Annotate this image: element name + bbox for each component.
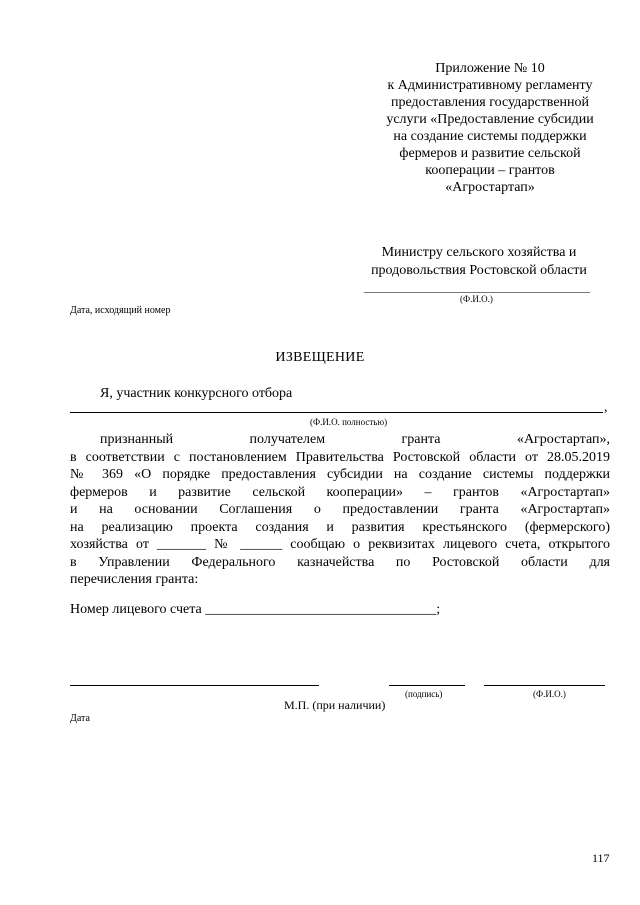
body-line: в Управлении Федерального казначейства по Ростовской области для: [70, 554, 610, 570]
appendix-line: «Агростартап»: [445, 180, 535, 195]
appendix-header: [360, 60, 620, 196]
body-line: перечисления гранта:: [70, 572, 199, 587]
fio-full-line: [70, 412, 603, 413]
body-line: в соответствии с постановлением Правительства Ростовской области от 28.05.2019: [70, 449, 610, 465]
stamp-note: М.П. (при наличии): [284, 698, 386, 712]
addressee-fio-caption: (Ф.И.О.): [460, 294, 493, 304]
signature-line: [389, 685, 465, 686]
fio-full-caption: (Ф.И.О. полностью): [310, 417, 388, 427]
body-paragraph: [70, 431, 610, 589]
signer-fio-line: [484, 685, 605, 686]
fio-comma: ,: [604, 400, 608, 415]
appendix-line: услуги «Предоставление субсидии: [386, 112, 594, 127]
body-line: признанный получателем гранта «Агростартап»,: [100, 432, 610, 447]
signature-date-line: [70, 685, 319, 686]
signer-fio-caption: (Ф.И.О.): [533, 689, 566, 699]
date-number-label: Дата, исходящий номер: [70, 305, 171, 316]
page-number: 117: [592, 851, 610, 865]
body-line: № 369 «О порядке предоставления субсидии на создание системы поддержки: [70, 467, 610, 482]
intro-text: Я, участник конкурсного отбора: [100, 386, 293, 401]
appendix-line: к Административному регламенту: [387, 78, 593, 93]
body-line: и на основании Соглашения о предоставлении гранта «Агростартап»: [70, 502, 610, 517]
appendix-line: фермеров и развитие сельской: [399, 146, 581, 161]
signature-caption: (подпись): [405, 689, 443, 699]
appendix-line: Приложение № 10: [435, 61, 545, 76]
document-title: ИЗВЕЩЕНИЕ: [275, 350, 365, 365]
body-line: на реализацию проекта создания и развития крестьянского (фермерского): [70, 519, 610, 535]
addressee-fio-line: [364, 292, 590, 293]
body-line: фермеров и развитие сельской кооперации» – грантов «Агростартап»: [70, 484, 610, 500]
addressee-line: Министру сельского хозяйства и: [381, 245, 577, 260]
addressee-block: [354, 244, 604, 280]
appendix-line: предоставления государственной: [390, 95, 590, 110]
appendix-line: на создание системы поддержки: [393, 129, 587, 144]
body-line: хозяйства от _______ № ______ сообщаю о реквизитах лицевого счета, открытого: [70, 537, 610, 552]
addressee-line: продовольствия Ростовской области: [371, 263, 587, 278]
date-label: Дата: [70, 713, 90, 724]
appendix-line: кооперации – грантов: [425, 163, 555, 178]
account-number-label: Номер лицевого счета _________________________________;: [70, 602, 441, 617]
